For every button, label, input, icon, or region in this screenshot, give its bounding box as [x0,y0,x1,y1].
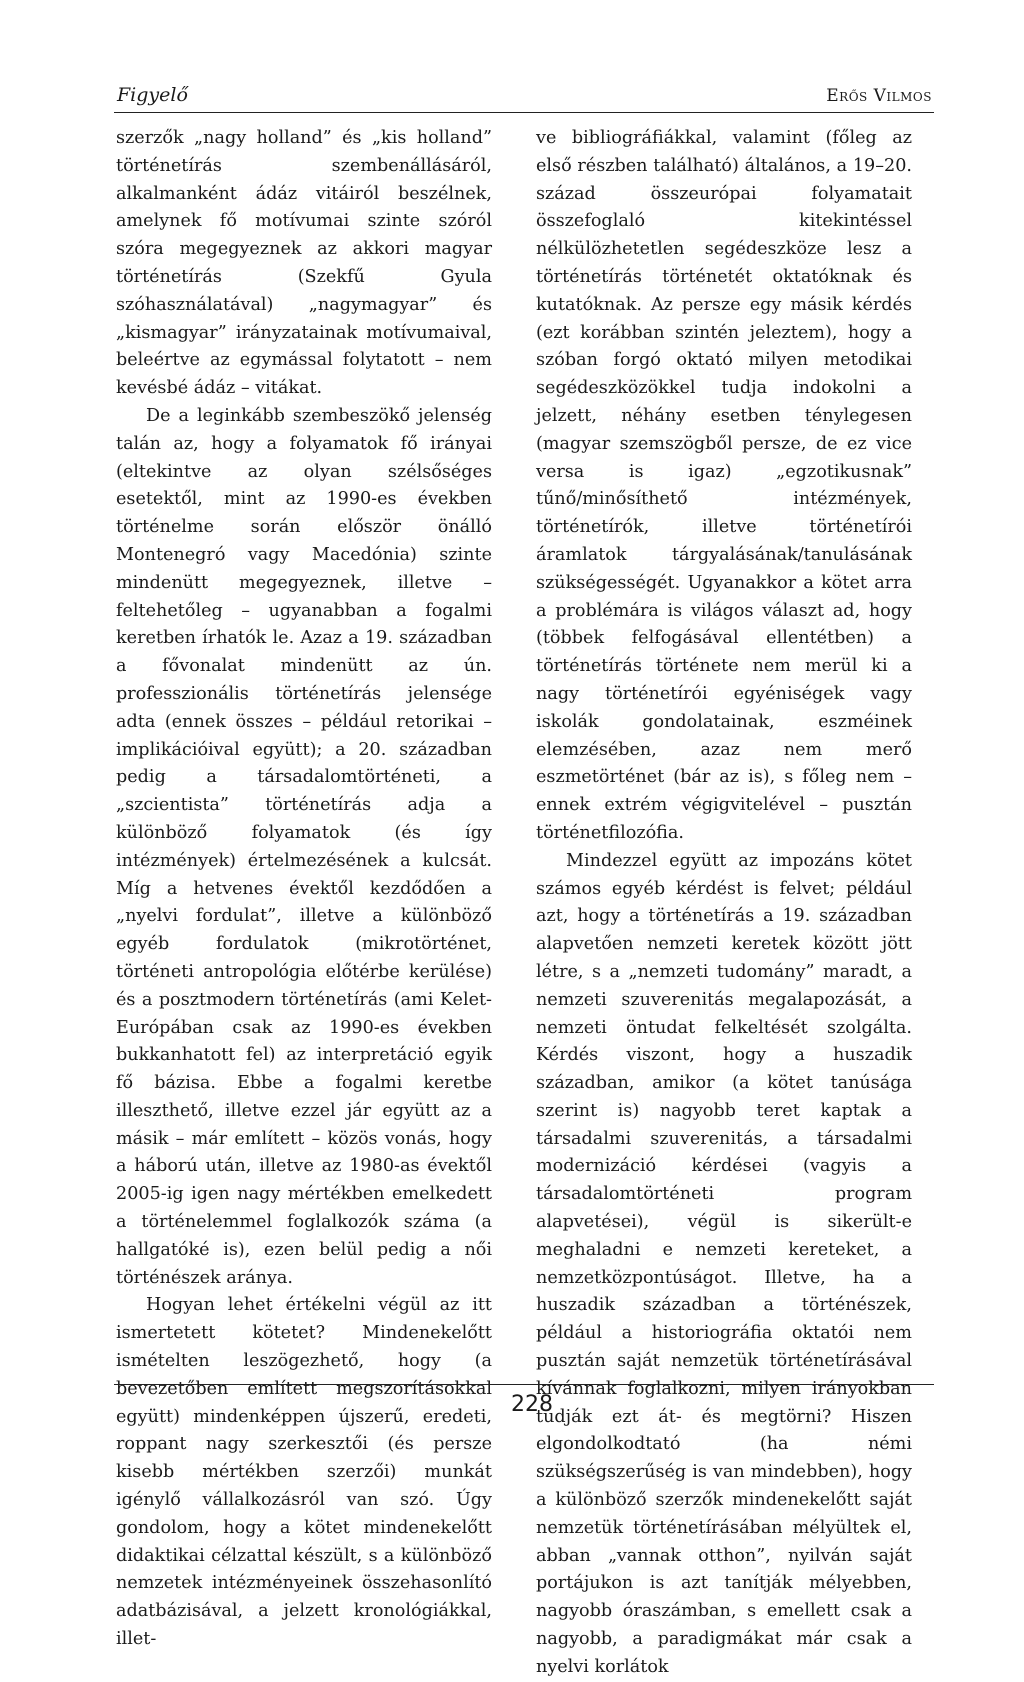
paragraph: Hogyan lehet értékelni végül az itt ismertetett kötetet? Mindenekelőtt ismételten leszögezhető, hogy (a bevezetőben említett megszorításokkal együtt) mindenképpen újszerű, eredeti, roppant nagy szerkesztői (és persze kisebb mértékben szerzői) munkát igénylő vállalkozásról van szó. Úgy gondolom, hogy a kötet mindenekelőtt didaktikai célzattal készült, s a különböző nemzetek intézményeinek összehasonlító adatbázisával, a jelzett kronológiákkal, illet- [116,1295,492,1650]
paragraph: ve bibliográfiákkal, valamint (főleg az első részben található) általános, a 19–20. század összeurópai folyamatait összefoglaló kitekintéssel nélkülözhetetlen segédeszköze lesz a történetírás történetét oktatóknak és kutatóknak. Az persze egy másik kérdés (ezt korábban szintén jeleztem), hogy a szóban forgó oktató milyen metodikai segédeszközökkel tudja indokolni a jelzett, néhány esetben ténylegesen (magyar szemszögből persze, de ez vice versa is igaz) „egzotikusnak” tűnő/minősíthető intézmények, történetírók, illetve történetírói áramlatok tárgyalásának/tanulásának szükségességét. Ugyanakkor a kötet arra a problémára is világos választ ad, hogy (többek felfogásával ellentétben) a történetírás története nem merül ki a nagy történetírói egyéniségek vagy iskolák gondolatainak, eszméinek elemzésében, azaz nem merő eszmetörténet (bár az is), s főleg nem – ennek extrém végigvitelével – pusztán történetfilozófia. [536,128,912,843]
left-column [116,125,492,1654]
paragraph: szerzők „nagy holland” és „kis holland” történetírás szembenállásáról, alkalmanként ádáz vitáiról beszélnek, amelynek fő motívumai szinte szóról szóra megegyeznek az akkori magyar történetírás (Szekfű Gyula szóhasználatával) „nagymagyar” és „kismagyar” irányzatainak motívumaival, beleértve az egymással folytatott – nem kevésbé ádáz – vitákat. [116,128,492,399]
paragraph: De a leginkább szembeszökő jelenség talán az, hogy a folyamatok fő irányai (eltekintve az olyan szélsőséges esetektől, mint az 1990-es években történelme során először önálló Montenegró vagy Macedónia) szinte mindenütt megegyeznek, illetve – feltehetőleg – ugyanabban a fogalmi keretben írhatók le. Azaz a 19. században a fővonalat mindenütt az ún. professzionális történetírás jelensége adta (ennek összes – például retorikai – implikációival együtt); a 20. században pedig a társadalomtörténeti, a „szcientista” történetírás adja a különböző folyamatok (és így intézmények) értelmezésének a kulcsát. Míg a hetvenes évektől kezdődően a „nyelvi fordulat”, illetve a különböző egyéb fordulatok (mikrotörténet, történeti antropológia előtérbe kerülése) és a posztmodern történetírás (ami Kelet-Európában csak az 1990-es években bukkanhatott fel) az interpretáció egyik fő bázisa. Ebbe a fogalmi keretbe illeszthető, illetve ezzel jár együtt az a másik – már említett – közös vonás, hogy a háború után, illetve az 1980-as évektől 2005-ig igen nagy mértékben emelkedett a történelemmel foglalkozók száma (a hallgatóké is), ezen belül pedig a női történészek aránya. [116,405,492,1288]
paragraph: Mindezzel együtt az impozáns kötet számos egyéb kérdést is felvet; például azt, hogy a történetírás a 19. században alapvetően nemzeti keretek között jött létre, s a „nemzeti tudomány” maradt, a nemzeti szuverenitás megalapozását, a nemzeti öntudat felkeltését szolgálta. Kérdés viszont, hogy a huszadik században, amikor (a kötet tanúsága szerint is) nagyobb teret kaptak a társadalmi szuverenitás, a társadalmi modernizáció kérdései (vagyis a társadalomtörténeti program alapvetései), végül is sikerült-e meghaladni e nemzeti kereteket, a nemzetközpontúságot. Illetve, ha a huszadik században a történészek, például a historiográfia oktatói nem pusztán saját nemzetük történetírásával kívánnak foglalkozni, milyen irányokban tudják ezt át- és megtörni? Hiszen elgondolkodtató (ha némi szükségszerűség is van mindebben), hogy a különböző szerzők mindenekelőtt saját nemzetük történetírásában mélyültek el, abban „vannak otthon”, nyilván saját portájukon is azt tanítják mélyebben, nagyobb óraszámban, s emellett csak a nagyobb, a paradigmákat már csak a nyelvi korlátok [536,850,912,1677]
header-rule [114,112,934,113]
running-head-author: Erős Vilmos [826,86,932,106]
page-number: 228 [511,1392,553,1417]
running-head-section: Figyelő [117,84,188,106]
right-column [536,125,912,1682]
footer-rule [114,1384,934,1385]
